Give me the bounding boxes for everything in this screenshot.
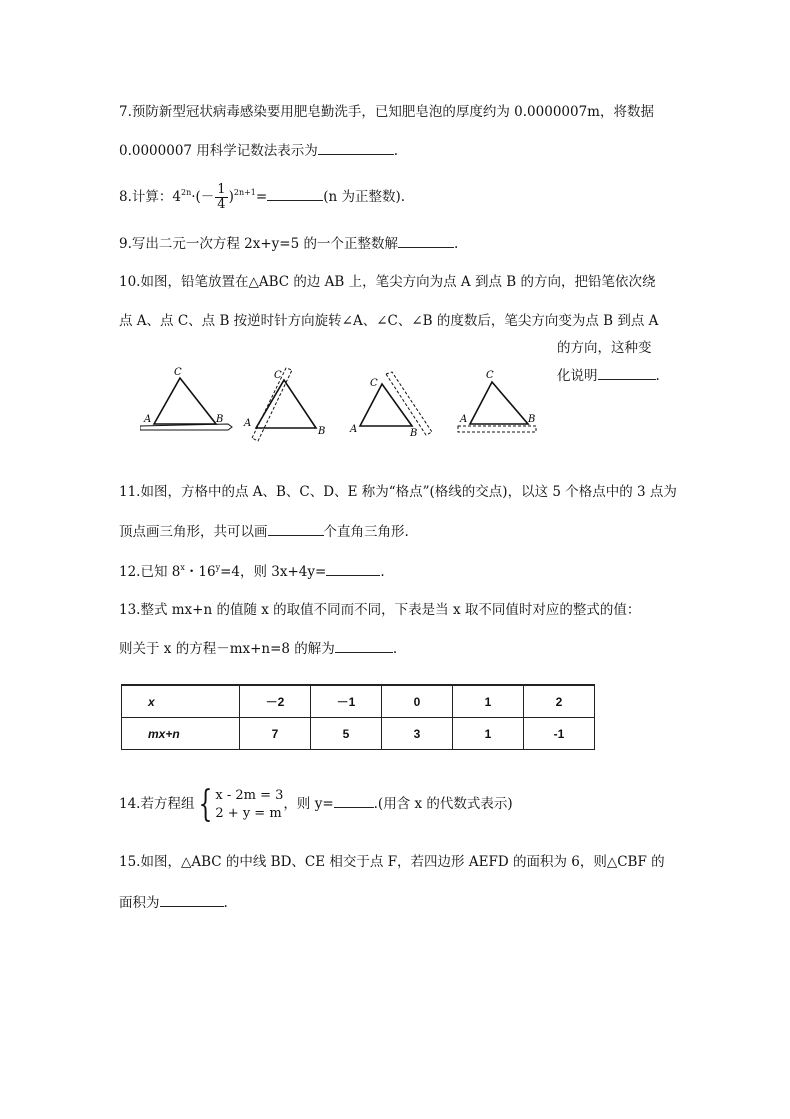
answer-blank-q7[interactable] xyxy=(318,140,394,155)
q8-fraction xyxy=(215,183,227,212)
label-b-4: B xyxy=(528,414,536,425)
q13-text: 则关于 x 的方程－mx+n=8 的解为 xyxy=(119,641,335,657)
q10-line4 xyxy=(557,365,660,386)
label-c-3: C xyxy=(370,378,378,389)
label-b-1: B xyxy=(216,414,224,425)
table-cell: 7 xyxy=(240,718,311,750)
q13-end: . xyxy=(392,641,398,657)
answer-blank-q8[interactable] xyxy=(267,186,323,201)
answer-blank-q11[interactable] xyxy=(268,521,324,536)
pencil-rotation-figure xyxy=(140,362,550,444)
q15-text: 面积为 xyxy=(119,895,160,911)
q8-exp1: 2n xyxy=(180,188,192,197)
table-row xyxy=(122,718,595,750)
equation-1: x - 2m = 3 xyxy=(215,787,284,803)
answer-blank-q12[interactable] xyxy=(326,561,380,576)
equation-system xyxy=(215,787,283,823)
q12-line xyxy=(119,561,385,582)
triangle-4 xyxy=(458,370,536,432)
label-c-2: C xyxy=(274,370,282,381)
label-b-3: B xyxy=(410,428,418,439)
q9-end: . xyxy=(454,236,459,252)
table-cell: 1 xyxy=(453,685,524,718)
q9-text: 9.写出二元一次方程 2x+y=5 的一个正整数解 xyxy=(119,236,399,252)
label-a-1: A xyxy=(144,414,152,425)
q10-line1: 10.如图，铅笔放置在△ABC 的边 AB 上，笔尖方向为点 A 到点 B 的方向，把铅笔依次绕 xyxy=(119,274,656,290)
table-cell: 0 xyxy=(382,685,453,718)
q14-line xyxy=(119,784,513,824)
q15-end: . xyxy=(223,895,228,911)
answer-blank-q9[interactable] xyxy=(398,233,454,248)
pencil-icon xyxy=(458,426,536,432)
value-table xyxy=(121,684,595,750)
q11-line2 xyxy=(119,521,409,542)
label-b-2: B xyxy=(318,426,326,437)
q11-line1: 11.如图，方格中的点 A、B、C、D、E 称为“格点”(格线的交点)，以这 5 个格点中的 3 点为 xyxy=(119,484,677,500)
table-cell: 3 xyxy=(382,718,453,750)
q8-frac-open: ·(－ xyxy=(191,189,215,205)
table-cell: 1 xyxy=(453,718,524,750)
brace-icon: { xyxy=(199,783,213,825)
q10-line2: 点 A、点 C、点 B 按逆时针方向旋转∠A、∠C、∠B 的度数后，笔尖方向变为点 B 到点 A xyxy=(119,313,659,329)
equation-2: 2 + y = m xyxy=(215,805,282,821)
table-cell: －2 xyxy=(240,685,311,718)
q8-suffix: (n 为正整数). xyxy=(323,189,406,205)
q12-p1: 12.已知 8 xyxy=(119,564,181,580)
answer-blank-q10[interactable] xyxy=(598,365,656,380)
q10-line3: 的方向，这种变 xyxy=(557,340,652,356)
q15-line2 xyxy=(119,892,228,913)
q13-line2 xyxy=(119,638,397,659)
q8-line xyxy=(119,183,405,212)
label-a-4: A xyxy=(460,414,468,425)
q10-end: . xyxy=(655,368,660,384)
q12-end: . xyxy=(380,564,385,580)
table-cell: 2 xyxy=(524,685,595,718)
q7-line2 xyxy=(119,140,398,161)
q14-prefix: 14.若方程组 xyxy=(119,796,195,812)
triangle-1 xyxy=(140,367,232,430)
q11-text-b: 个直角三角形. xyxy=(323,524,409,540)
triangle-2 xyxy=(243,368,325,441)
pencil-icon xyxy=(252,368,292,441)
q12-e1: x xyxy=(180,563,185,572)
label-c-1: C xyxy=(174,367,182,378)
table-header-expr: mx+n xyxy=(122,718,240,750)
label-a-2: A xyxy=(244,418,252,429)
label-c-4: C xyxy=(486,370,494,381)
q14-suffix: .(用含 x 的代数式表示) xyxy=(373,796,513,812)
q8-frac-close: ) xyxy=(228,189,234,205)
q7-text: 0.0000007 用科学记数法表示为 xyxy=(119,143,318,159)
q10-line4-text: 化说明 xyxy=(557,368,598,384)
q9-line xyxy=(119,233,458,254)
q13-line1: 13.整式 mx+n 的值随 x 的取值不同而不同，下表是当 x 取不同值时对应的整式的值： xyxy=(119,602,641,618)
answer-blank-q15[interactable] xyxy=(160,892,224,907)
triangle-3 xyxy=(349,372,432,439)
table-cell: 5 xyxy=(311,718,382,750)
table-header-x: x xyxy=(122,685,240,718)
q7-end: . xyxy=(393,143,399,159)
q8-frac-num: 1 xyxy=(217,182,226,197)
table-cell: －1 xyxy=(311,685,382,718)
q14-mid: ，则 y= xyxy=(283,796,334,812)
label-a-3: A xyxy=(350,424,358,435)
q8-eq: = xyxy=(255,189,268,205)
q12-p3: =4，则 3x+4y= xyxy=(220,564,327,580)
q15-line1: 15.如图，△ABC 的中线 BD、CE 相交于点 F，若四边形 AEFD 的面积为 6，则△CBF 的 xyxy=(119,854,665,870)
q11-text-a: 顶点画三角形，共可以画 xyxy=(119,524,268,540)
q8-prefix: 8.计算：4 xyxy=(119,189,181,205)
q12-e2: y xyxy=(215,563,221,572)
q8-frac-den: 4 xyxy=(217,197,226,212)
table-row xyxy=(122,685,595,718)
table-cell: -1 xyxy=(524,718,595,750)
answer-blank-q13[interactable] xyxy=(335,638,393,653)
q12-p2: ・16 xyxy=(184,564,216,580)
q8-exp2: 2n+1 xyxy=(233,188,256,197)
q7-line1: 7.预防新型冠状病毒感染要用肥皂勤洗手，已知肥皂泡的厚度约为 0.0000007m，将数据 xyxy=(119,104,654,120)
answer-blank-q14[interactable] xyxy=(334,793,374,808)
